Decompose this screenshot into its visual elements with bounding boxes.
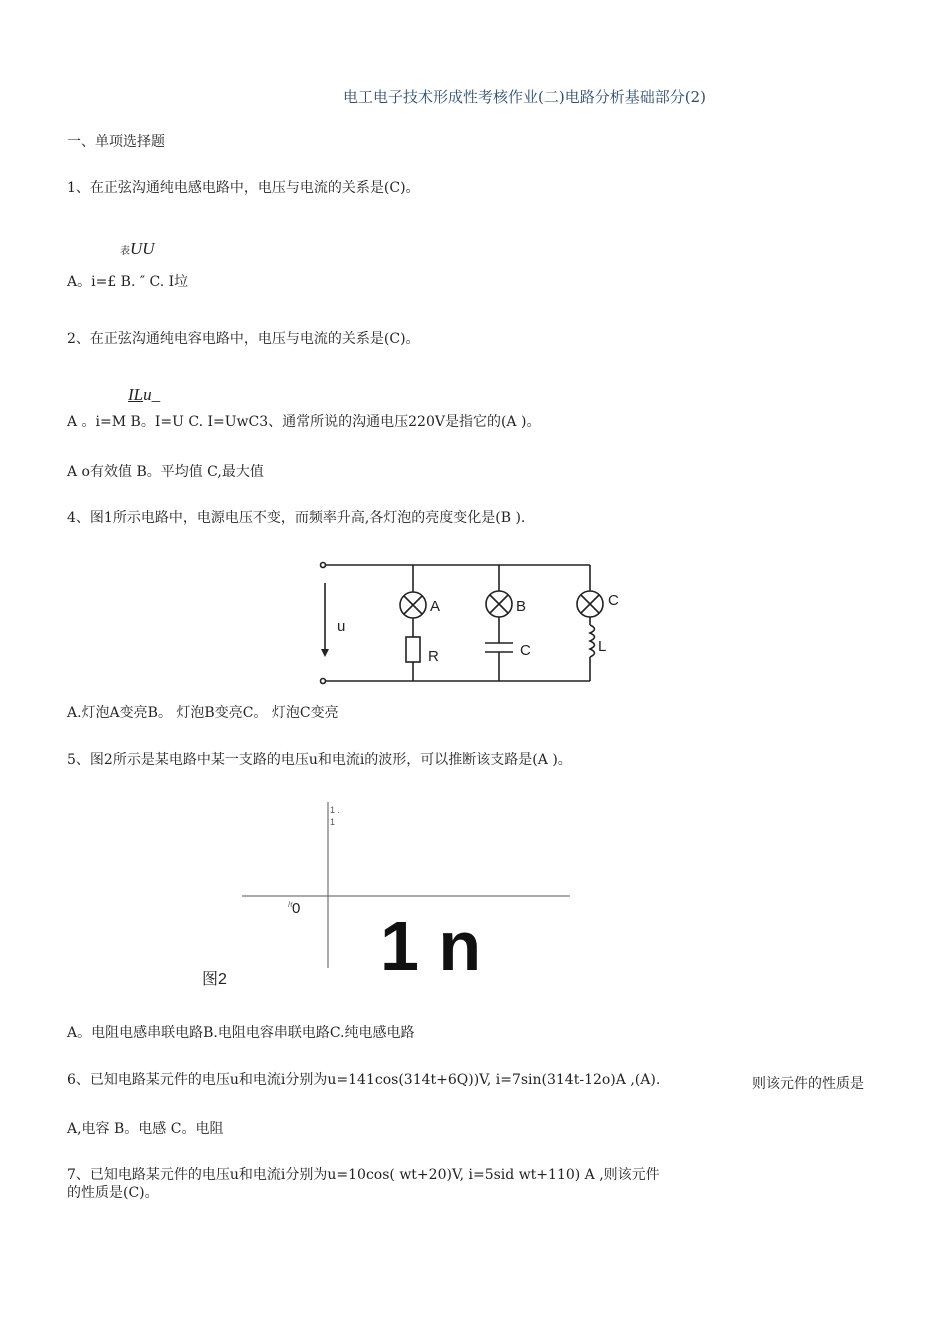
waveform-fragment-text: 1 n <box>380 907 482 985</box>
lamp-label-b: B <box>516 598 527 615</box>
question-6-tail: 则该元件的性质是 <box>752 1076 864 1092</box>
origin-prefix: /r <box>288 900 293 909</box>
question-5: 5、图2所示是某电路中某一支路的电压u和电流i的波形，可以推断该支路是(A )。 <box>67 752 572 768</box>
capacitor-label: C <box>520 642 531 659</box>
formula-text-a: IL <box>128 385 144 404</box>
question-3-options: A o有效值 B。平均值 C,最大值 <box>67 464 264 480</box>
question-1-options: A。i=£ B. ″ C. I垃 <box>67 274 189 290</box>
section-heading: 一、单项选择题 <box>67 134 165 150</box>
question-5-options: A。电阻电感串联电路B.电阻电容串联电路C.纯电感电路 <box>67 1025 415 1041</box>
question-6: 6、已知电路某元件的电压u和电流i分别为u=141cos(314t+6Q))V, i=7sin(314t-12o)A ,(A). <box>67 1072 661 1088</box>
y-tick-2: 1 <box>330 817 336 827</box>
page-title: 电工电子技术形成性考核作业(二)电路分析基础部分(2) <box>343 88 706 106</box>
source-arrow-icon <box>321 649 329 657</box>
formula-text: UU <box>130 239 155 258</box>
origin-label: 0 <box>292 900 301 917</box>
figure-2-caption: 图2 <box>202 971 227 988</box>
source-label: u <box>337 618 346 635</box>
waveform-figure-2 <box>240 800 580 985</box>
question-6-options: A,电容 B。电感 C。电阻 <box>67 1121 224 1137</box>
question-7-line-1: 7、已知电路某元件的电压u和电流i分别为u=10cos( wt+20)V, i=5sid wt+110) A ,则该元件 <box>67 1167 660 1183</box>
question-1-formula <box>120 240 155 261</box>
circuit-diagram-figure-1 <box>310 555 630 690</box>
resistor-label: R <box>428 648 439 665</box>
formula-text-b: u_ <box>143 385 161 404</box>
formula-subscript: 表 <box>120 246 130 257</box>
lamp-label-c: C <box>608 592 619 609</box>
question-7-line-2: 的性质是(C)。 <box>67 1185 159 1201</box>
y-tick-1: 1 . <box>330 805 341 815</box>
question-2-options: A 。i=M B。I=U C. I=UwC3、通常所说的沟通电压220V是指它的(A )。 <box>67 414 541 430</box>
question-4: 4、图1所示电路中，电源电压不变，而频率升高,各灯泡的亮度变化是(B ). <box>67 510 526 526</box>
question-2-formula <box>128 386 160 404</box>
question-2: 2、在正弦沟通纯电容电路中，电压与电流的关系是(C)。 <box>67 331 420 347</box>
question-1: 1、在正弦沟通纯电感电路中，电压与电流的关系是(C)。 <box>67 180 420 196</box>
lamp-label-a: A <box>430 598 441 615</box>
question-4-options: A.灯泡A变亮B。 灯泡B变亮C。 灯泡C变亮 <box>67 705 339 721</box>
inductor-label: L <box>598 638 607 655</box>
